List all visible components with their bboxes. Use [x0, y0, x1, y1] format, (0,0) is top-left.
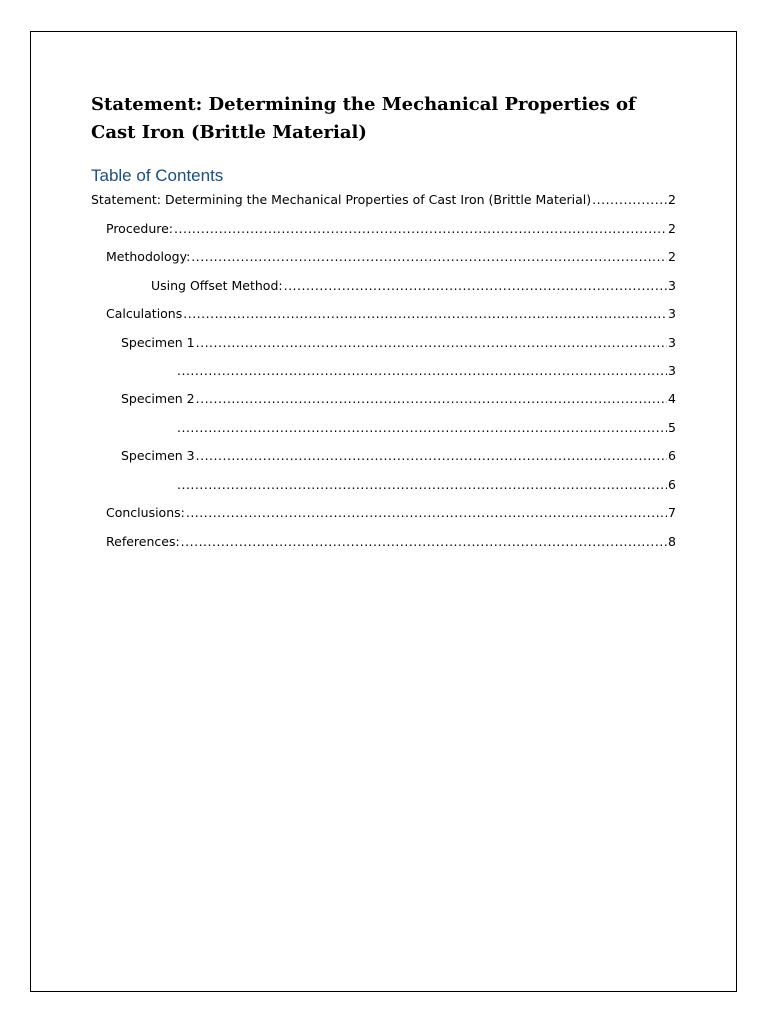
toc-page-number: 4	[668, 391, 676, 406]
toc-leader-dots	[284, 277, 667, 295]
toc-leader-dots	[174, 220, 667, 238]
toc-entry-label: Conclusions:	[106, 505, 185, 520]
toc-entry[interactable]	[176, 362, 676, 380]
toc-page-number: 8	[668, 534, 676, 549]
toc-entry[interactable]	[121, 447, 676, 465]
toc-page-number: 6	[668, 477, 676, 492]
toc-entry[interactable]	[106, 533, 676, 551]
toc-entry-label: Methodology:	[106, 249, 191, 264]
toc-leader-dots	[186, 504, 667, 522]
toc-entry[interactable]	[106, 248, 676, 266]
toc-entry[interactable]	[176, 476, 676, 494]
toc-entry-label: References:	[106, 534, 180, 549]
toc-entry[interactable]	[106, 305, 676, 323]
toc-entry[interactable]	[106, 504, 676, 522]
toc-entry[interactable]	[91, 191, 676, 209]
toc-page-number: 3	[668, 363, 676, 378]
toc-entry-label: Calculations	[106, 306, 183, 321]
document-title: Statement: Determining the Mechanical Properties of Cast Iron (Brittle Material)	[91, 94, 636, 143]
toc-entry-label: Procedure:	[106, 221, 174, 236]
toc-entry-label: Specimen 3	[121, 448, 195, 463]
toc-entry[interactable]	[176, 419, 676, 437]
toc-leader-dots	[196, 447, 667, 465]
toc-page-number: 5	[668, 420, 676, 435]
toc-entry[interactable]	[121, 390, 676, 408]
toc-heading: Table of Contents	[91, 166, 224, 185]
toc-leader-dots	[177, 362, 667, 380]
toc-entry-label: Specimen 2	[121, 391, 195, 406]
toc-leader-dots	[177, 476, 667, 494]
toc-leader-dots	[592, 191, 667, 209]
toc-entry[interactable]	[121, 334, 676, 352]
toc-leader-dots	[177, 419, 667, 437]
toc-leader-dots	[191, 248, 667, 266]
toc-page-number: 6	[668, 448, 676, 463]
toc-leader-dots	[181, 533, 667, 551]
toc-entry[interactable]	[151, 277, 676, 295]
toc-page-number: 7	[668, 505, 676, 520]
toc-page-number: 2	[668, 221, 676, 236]
toc-entry-label: Specimen 1	[121, 335, 195, 350]
toc-page-number: 2	[668, 192, 676, 207]
toc-leader-dots	[196, 334, 667, 352]
toc-page-number: 2	[668, 249, 676, 264]
toc-page-number: 3	[668, 278, 676, 293]
document-page	[30, 31, 737, 992]
toc-leader-dots	[196, 390, 667, 408]
toc-entry-label: Statement: Determining the Mechanical Properties of Cast Iron (Brittle Material)	[91, 192, 592, 207]
toc-page-number: 3	[668, 306, 676, 321]
toc-entry-label: Using Offset Method:	[151, 278, 283, 293]
toc-entry[interactable]	[106, 220, 676, 238]
toc-page-number: 3	[668, 335, 676, 350]
toc-leader-dots	[183, 305, 667, 323]
